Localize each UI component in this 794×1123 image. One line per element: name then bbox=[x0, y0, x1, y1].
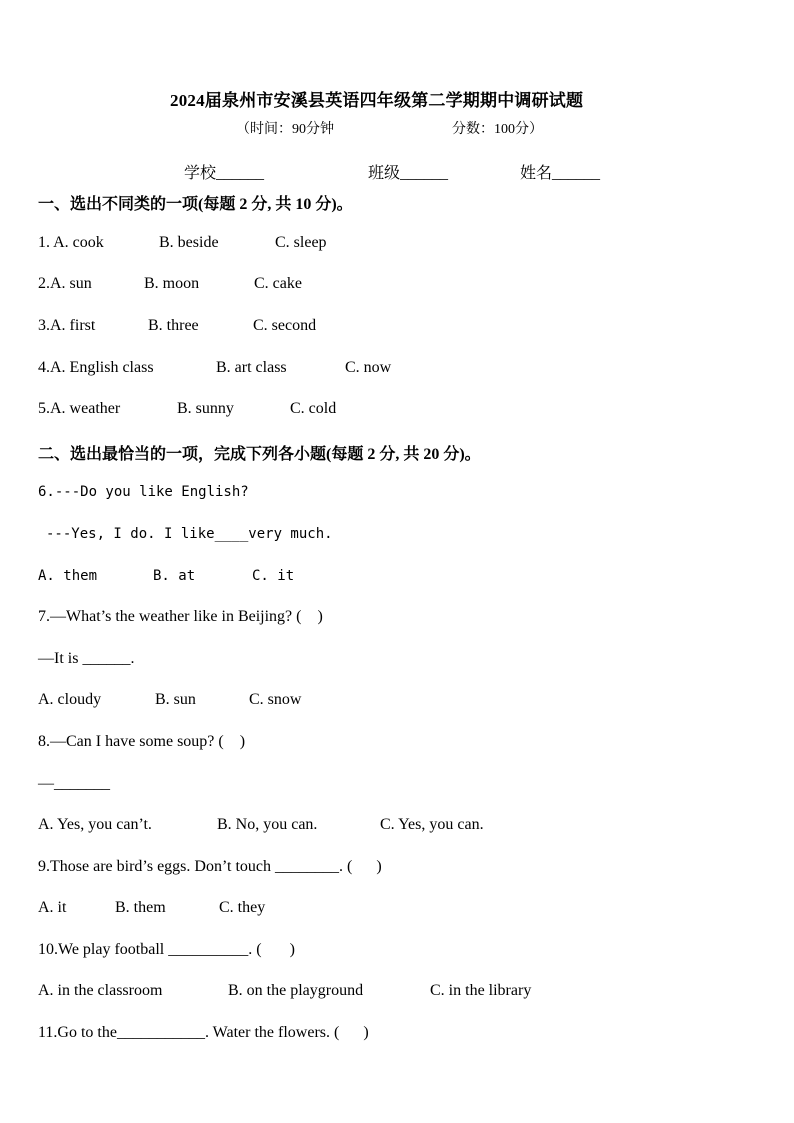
section2-heading: 二、选出最恰当的一项，完成下列各小题(每题 2 分, 共 20 分)。 bbox=[38, 446, 481, 463]
q8-a: A. Yes, you can’t. bbox=[38, 816, 152, 833]
exam-time: （时间：90分钟 bbox=[236, 122, 334, 137]
q3-c: C. second bbox=[253, 317, 317, 334]
q10-stem: 10.We play football __________. ( ) bbox=[38, 941, 295, 958]
q10-a: A. in the classroom bbox=[38, 982, 163, 999]
q2-a: 2.A. sun bbox=[38, 275, 92, 292]
q8-stem: 8.—Can I have some soup? ( ) bbox=[38, 733, 246, 750]
q4-b: B. art class bbox=[216, 359, 287, 376]
q2-c: C. cake bbox=[254, 275, 302, 292]
q6-reply: ---Yes, I do. I like____very much. bbox=[46, 526, 333, 542]
q7-reply: —It is ______. bbox=[38, 650, 135, 667]
q6-stem: 6.---Do you like English? bbox=[38, 484, 249, 500]
q10-b: B. on the playground bbox=[228, 982, 364, 999]
q1-b: B. beside bbox=[159, 234, 219, 251]
q1-c: C. sleep bbox=[275, 234, 327, 251]
q11-stem: 11.Go to the___________. Water the flowers. ( ) bbox=[38, 1024, 369, 1041]
q7-stem: 7.—What’s the weather like in Beijing? ( ) bbox=[38, 608, 323, 625]
q9-stem: 9.Those are bird’s eggs. Don’t touch ________. ( ) bbox=[38, 858, 382, 875]
q7-b: B. sun bbox=[155, 691, 196, 708]
q4-a: 4.A. English class bbox=[38, 359, 154, 376]
q8-b: B. No, you can. bbox=[217, 816, 318, 833]
exam-score: 分数：100分） bbox=[452, 122, 543, 137]
q8-reply: —_______ bbox=[38, 775, 110, 792]
q5-c: C. cold bbox=[290, 400, 337, 417]
page-title: 2024届泉州市安溪县英语四年级第二学期期中调研试题 bbox=[170, 91, 584, 110]
q9-c: C. they bbox=[219, 899, 266, 916]
q6-b: B. at bbox=[153, 568, 196, 584]
q8-c: C. Yes, you can. bbox=[380, 816, 484, 833]
q5-b: B. sunny bbox=[177, 400, 234, 417]
q9-a: A. it bbox=[38, 899, 67, 916]
name-field: 姓名______ bbox=[520, 165, 601, 182]
q6-a: A. them bbox=[38, 568, 98, 584]
q9-b: B. them bbox=[115, 899, 166, 916]
q2-b: B. moon bbox=[144, 275, 200, 292]
school-field: 学校______ bbox=[184, 165, 265, 182]
q7-a: A. cloudy bbox=[38, 691, 102, 708]
q3-b: B. three bbox=[148, 317, 199, 334]
q4-c: C. now bbox=[345, 359, 392, 376]
class-field: 班级______ bbox=[368, 165, 449, 182]
q10-c: C. in the library bbox=[430, 982, 532, 999]
q3-a: 3.A. first bbox=[38, 317, 96, 334]
q6-c: C. it bbox=[252, 568, 295, 584]
q7-c: C. snow bbox=[249, 691, 302, 708]
q5-a: 5.A. weather bbox=[38, 400, 121, 417]
q1-a: 1. A. cook bbox=[38, 234, 104, 251]
section1-heading: 一、选出不同类的一项(每题 2 分, 共 10 分)。 bbox=[38, 196, 353, 213]
